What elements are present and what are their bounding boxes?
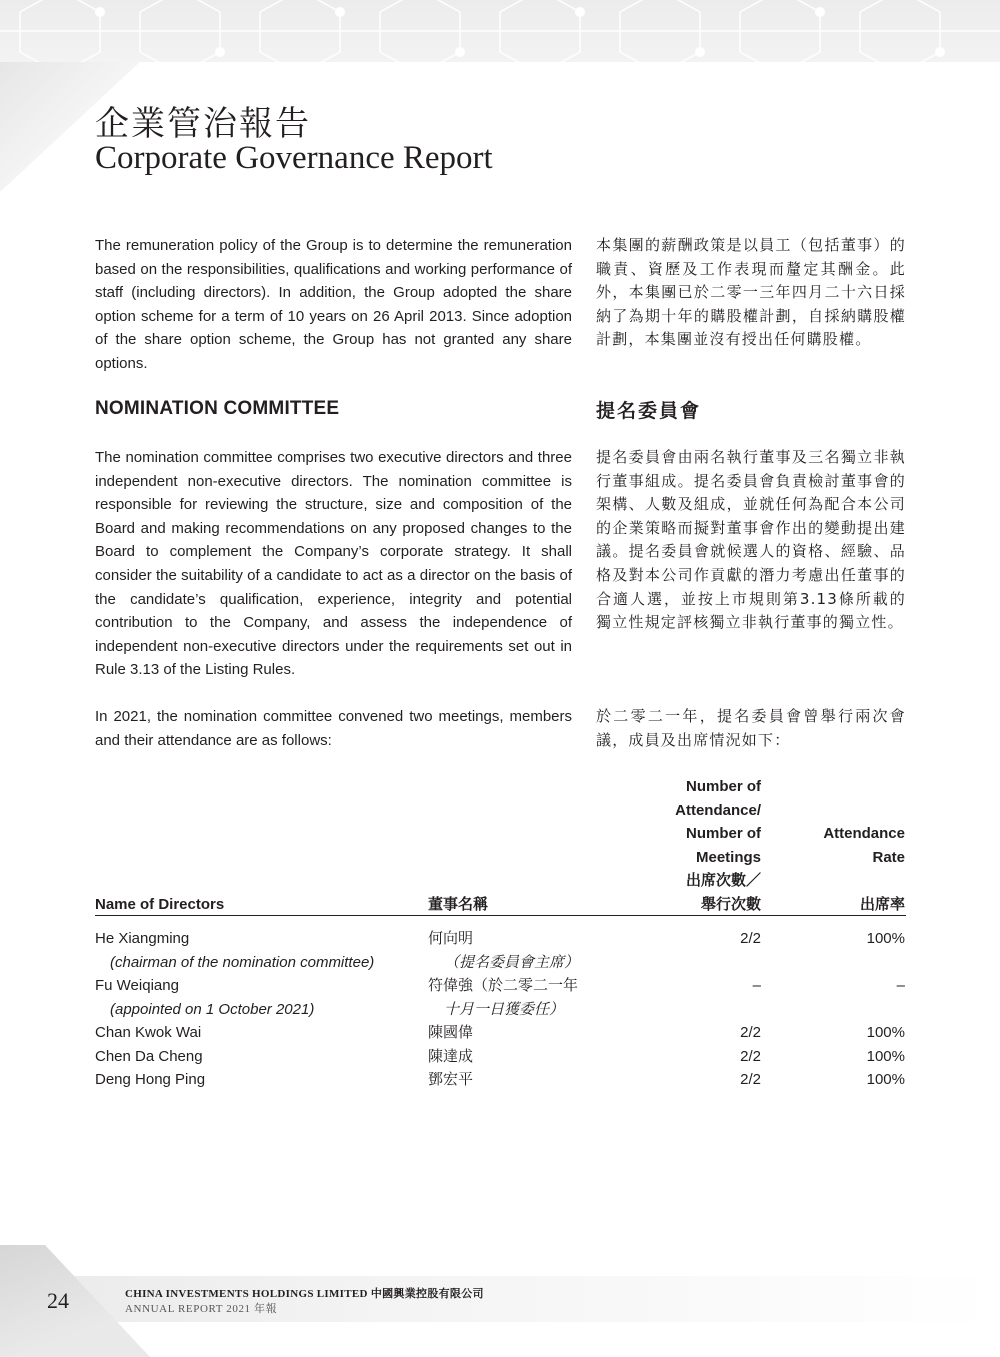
nomination-paragraph-en: The nomination committee comprises two executive directors and three independent non-executive directors. The nomination committee is responsible for reviewing the structure, size and composition of the Board and making recommendations on any proposed changes to the Board to complement the Company’s corporate strategy. It shall consider the suitability of a candidate to act as a director on the basis of the candidate’s qualification, experience, integrity and potential contribution to the Company, and assess the independence of independent non-executive directors under the requirements set out in Rule 3.13 of the Listing Rules. <box>95 449 572 679</box>
page-title-en: Corporate Governance Report <box>95 140 493 176</box>
table-row <box>0 1068 1000 1092</box>
hexagon-pattern-graphic <box>0 0 1000 62</box>
director-note-en: (chairman of the nomination committee) <box>110 954 375 971</box>
header-attendance-line1: Number of <box>686 778 761 795</box>
table-row <box>0 974 1000 998</box>
attendance-rate: 100% <box>866 1048 905 1065</box>
director-note-cn: （提名委員會主席） <box>444 953 580 971</box>
director-name-en: Deng Hong Ping <box>95 1071 206 1088</box>
table-row <box>0 1045 1000 1069</box>
attendance-rate: – <box>896 977 905 994</box>
director-name-en: Chan Kwok Wai <box>95 1024 202 1041</box>
footer-company-name: CHINA INVESTMENTS HOLDINGS LIMITED 中國興業控股有限公司 <box>125 1288 484 1300</box>
remuneration-paragraph-cn: 本集團的薪酬政策是以員工（包括董事）的職責、資歷及工作表現而釐定其酬金。此外，本集團已於二零一三年四月二十六日採納了為期十年的購股權計劃，自採納購股權計劃，本集團並沒有授出任何購股權。 <box>596 236 906 349</box>
attendance-value: – <box>752 977 761 994</box>
header-attendance-line4: Meetings <box>695 849 761 866</box>
header-name-en: Name of Directors <box>95 896 225 913</box>
attendance-rate: 100% <box>866 1071 905 1088</box>
header-rate-line2: Rate <box>872 849 905 866</box>
nomination-heading-cn: 提名委員會 <box>596 400 702 422</box>
page-title-cn: 企業管治報告 <box>95 104 311 144</box>
attendance-value: 2/2 <box>740 930 761 947</box>
header-rate-cn: 出席率 <box>859 895 905 913</box>
director-name-cn: 鄧宏平 <box>428 1070 474 1088</box>
director-name-en: He Xiangming <box>95 930 190 947</box>
header-attendance-line3: Number of <box>686 825 761 842</box>
attendance-value: 2/2 <box>740 1071 761 1088</box>
header-attendance-cn2: 舉行次數 <box>700 895 761 913</box>
attendance-value: 2/2 <box>740 1048 761 1065</box>
nomination-paragraph-cn: 提名委員會由兩名執行董事及三名獨立非執行董事組成。提名委員會負責檢討董事會的架構、人數及組成，並就任何為配合本公司的企業策略而擬對董事會作出的變動提出建議。提名委員會就候選人的資格、經驗、品格及對本公司作貢獻的潛力考慮出任董事的合適人選，並按上市規則第3.13條所載的獨立性規定評核獨立非執行董事的獨立性。 <box>596 448 906 632</box>
header-attendance-line2: Attendance/ <box>675 802 761 819</box>
table-row <box>0 927 1000 951</box>
attendance-rate: 100% <box>866 930 905 947</box>
director-name-en: Fu Weiqiang <box>95 977 179 994</box>
header-rate-line1: Attendance <box>823 825 905 842</box>
director-name-en: Chen Da Cheng <box>95 1048 203 1065</box>
director-name-cn: 符偉強（於二零二一年 <box>428 976 579 994</box>
attendance-rate: 100% <box>866 1024 905 1041</box>
footer-report-title: ANNUAL REPORT 2021 年報 <box>125 1303 278 1315</box>
meetings-paragraph-cn: 於二零二一年，提名委員會曾舉行兩次會議，成員及出席情況如下： <box>596 707 906 749</box>
header-name-cn: 董事名稱 <box>428 895 489 913</box>
table-header-rule <box>95 915 906 916</box>
director-note-cn: 十月一日獲委任） <box>444 1000 565 1018</box>
header-attendance-cn1: 出席次數／ <box>685 871 761 889</box>
attendance-value: 2/2 <box>740 1024 761 1041</box>
director-note-en: (appointed on 1 October 2021) <box>110 1001 315 1018</box>
meetings-paragraph-en: In 2021, the nomination committee convened two meetings, members and their attendance are as follows: <box>95 708 572 749</box>
table-row-note <box>0 951 1000 975</box>
table-row-note <box>0 998 1000 1022</box>
page-number: 24 <box>47 1288 69 1313</box>
director-name-cn: 何向明 <box>428 929 474 947</box>
director-name-cn: 陳達成 <box>428 1047 474 1065</box>
nomination-heading-en: NOMINATION COMMITTEE <box>95 398 340 419</box>
remuneration-paragraph-en: The remuneration policy of the Group is to determine the remuneration based on the responsibilities, qualifications and working performance of staff (including directors). In addition, the Group adopted the share option scheme for a term of 10 years on 26 April 2013. Since adoption of the share option scheme, the Group has not granted any share options. <box>95 237 572 372</box>
table-row <box>0 1021 1000 1045</box>
header-hexagon-pattern <box>0 0 1000 62</box>
director-name-cn: 陳國偉 <box>428 1023 474 1041</box>
